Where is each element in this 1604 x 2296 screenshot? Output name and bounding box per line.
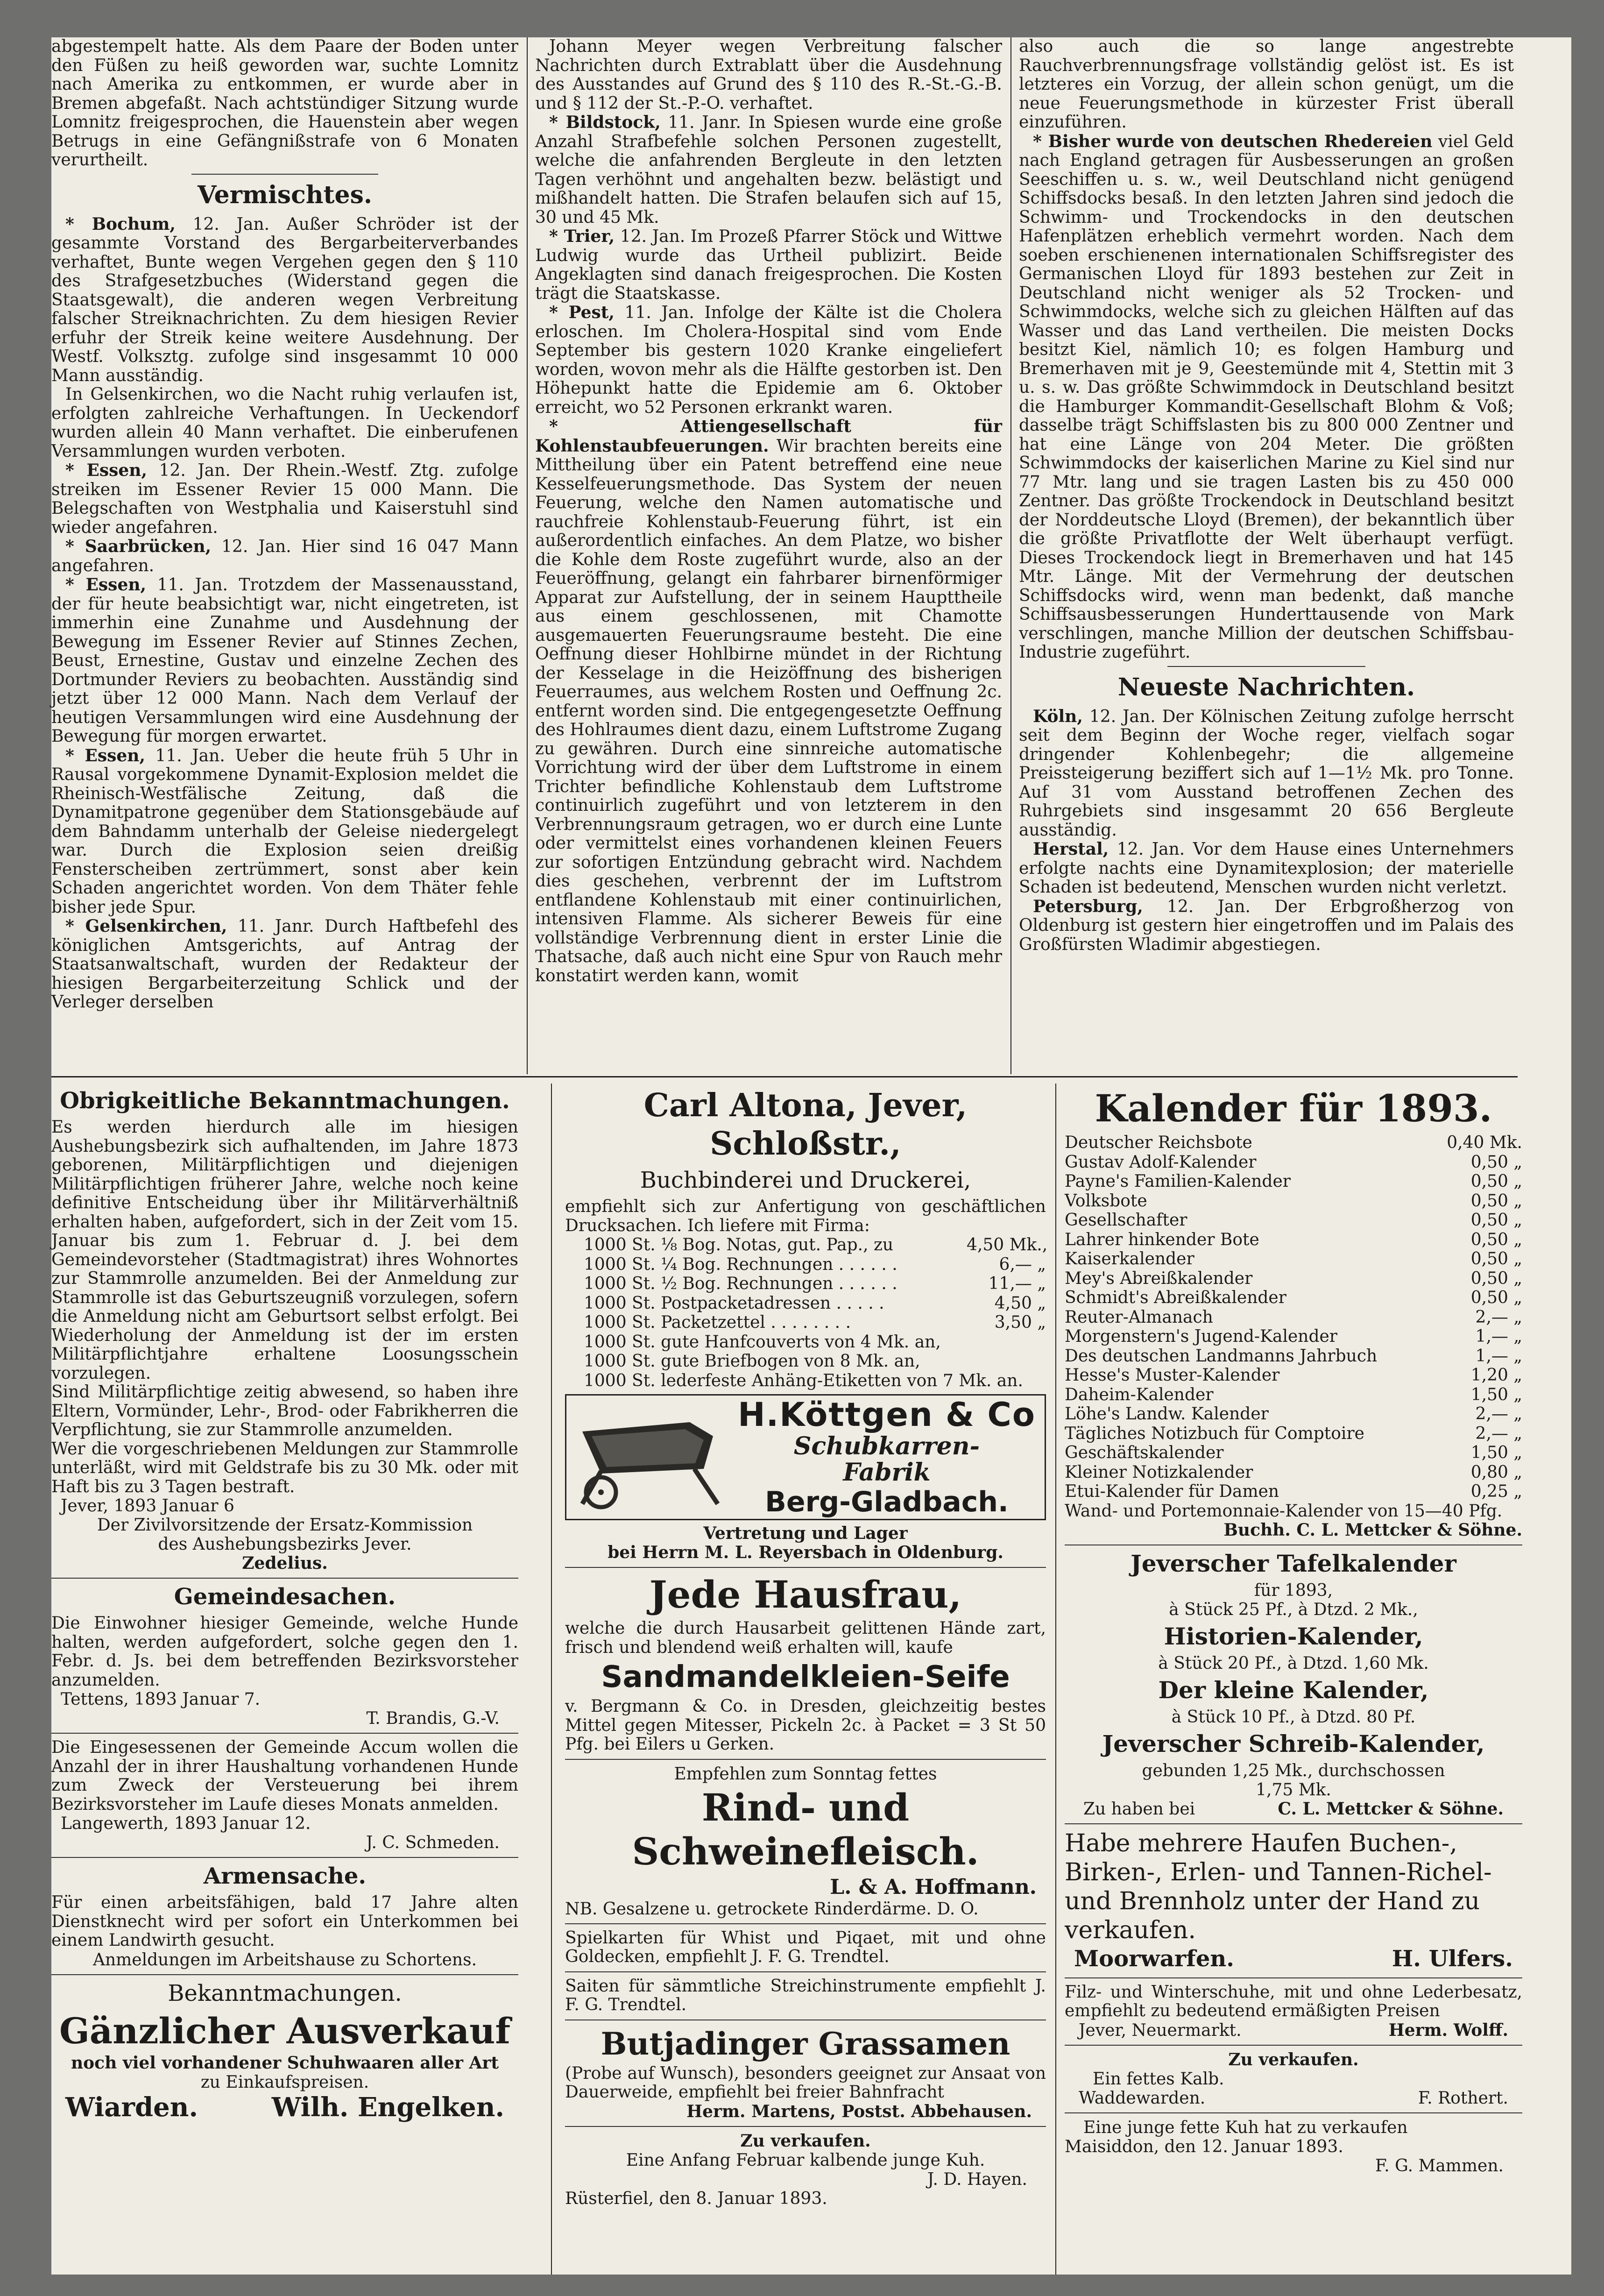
price-row-item: Hesse's Muster-Kalender [1065, 1366, 1280, 1385]
article-dateline: * Attiengesellschaft für Kohlenstaubfeuerungen. [535, 417, 1002, 456]
filz-footer [1065, 2021, 1522, 2040]
price-row-item: 1000 St. Packetzettel . . . . . . . . [584, 1313, 851, 1332]
schreib-title: Jeverscher Schreib-Kalender, [1102, 1729, 1485, 1757]
article-text: 12. Jan. Außer Schröder ist der gesammte Vorstand des Bergarbeiterverbandes verhaftet, Bunte wegen Vergehen gegen den § 110 des Strafgesetzbuches (Widerstand gegen die Staatsgewalt), die anderen wegen Verbreitung falscher Streiknachrichten. Zu dem hiesigen Revier erfuhr der Streik keine weitere Ausdehnung. Der Westf. Volksztg. zufolge sind insgesammt 10 000 Mann ausständig. [51, 214, 518, 385]
verkauf-title: Zu verkaufen. [740, 2131, 871, 2151]
section-heading-vermischtes: Vermischtes. [197, 180, 373, 209]
ad-column-3 [1065, 1084, 1522, 2275]
kalender-headline: Kalender für 1893. [1095, 1086, 1492, 1130]
column-2 [535, 37, 1002, 1065]
price-row [1065, 1308, 1522, 1327]
kuh-date: Maisiddon, den 12. Januar 1893. [1065, 2137, 1343, 2156]
rind-sign: L. & A. Hoffmann. [830, 1875, 1037, 1899]
price-row-item: Geschäftskalender [1065, 1443, 1224, 1462]
column-1-intro: abgestempelt hatte. Als dem Paare der Boden unter den Füßen zu heiß geworden war, suchte Lomnitz nach Amerika zu entkommen, er wurde aber in Bremen abgefaßt. Nach achtstündiger Sitzung wurde Lomnitz freigesprochen, die Hauenstein aber wegen Betrugs in eine Gefängnißstrafe von 6 Monaten verurtheilt. [51, 37, 518, 170]
price-row-value: 4,50 Mk., [967, 1235, 1048, 1254]
historien-title: Historien-Kalender, [1164, 1622, 1423, 1650]
verkauf-sign: J. D. Hayen. [927, 2169, 1027, 2189]
price-row [584, 1352, 1046, 1371]
price-row [584, 1274, 1046, 1294]
divider [51, 1733, 518, 1734]
price-row-value: 0,50 „ [1470, 1268, 1522, 1288]
grassamen-text: (Probe auf Wunsch), besonders geeignet zur Ansaat von Dauerweide, empfiehlt bei freier Bahnfracht [565, 2063, 1046, 2102]
schreib-price-2: 1,75 Mk. [1256, 1780, 1331, 1800]
price-row [1065, 1385, 1522, 1405]
divider [1065, 2112, 1522, 2113]
price-row-item: 1000 St. Postpacketadressen . . . . . [584, 1293, 884, 1313]
divider [565, 2126, 1046, 2127]
filz-name: Herm. Wolff. [1388, 2020, 1508, 2040]
price-row [1065, 1463, 1522, 1482]
ad-column-2 [565, 1084, 1046, 2275]
rind-headline: Rind- und Schweinefleisch. [632, 1785, 979, 1873]
accum-sign: J. C. Schmeden. [366, 1833, 500, 1852]
holz-place: Moorwarfen. [1074, 1945, 1234, 1972]
price-row-item: Tägliches Notizbuch für Comptoire [1065, 1424, 1364, 1443]
divider [51, 1857, 518, 1858]
price-row-item: Morgenstern's Jugend-Kalender [1065, 1327, 1338, 1346]
price-row-item: 1000 St. ⅛ Bog. Notas, gut. Pap., zu [584, 1235, 894, 1254]
article-dateline: * Bisher wurde von deutschen Rhedereien [1033, 131, 1433, 151]
bekannt-title: Bekanntmachungen. [168, 1980, 402, 2006]
price-row [1065, 1191, 1522, 1211]
price-row [1065, 1172, 1522, 1191]
price-row-value: 1,50 „ [1470, 1443, 1522, 1462]
price-row-item: Des deutschen Landmanns Jahrbuch [1065, 1346, 1378, 1366]
notices-date: Jever, 1893 Januar 6 [61, 1496, 234, 1516]
price-row [1065, 1133, 1522, 1153]
ausverkauf-footer [51, 2092, 518, 2123]
wheelbarrow-icon [573, 1403, 727, 1511]
article-item [51, 537, 518, 575]
price-row [1065, 1424, 1522, 1444]
zu-verkaufen-footer [1065, 2089, 1522, 2108]
price-row [584, 1313, 1046, 1332]
tafel-title: Jeverscher Tafelkalender [1131, 1549, 1456, 1577]
price-row-value: 0,50 „ [1470, 1152, 1522, 1172]
price-row-value: 2,— „ [1475, 1404, 1522, 1424]
seife-headline: Sandmandelkleien-Seife [601, 1660, 1010, 1694]
article-item [1019, 707, 1514, 840]
column-1 [51, 37, 518, 1065]
historien-price: à Stück 20 Pf., à Dtzd. 1,60 Mk. [1158, 1653, 1429, 1673]
article-item [535, 113, 1002, 227]
price-row-value: 0,50 „ [1470, 1172, 1522, 1191]
armen-title: Armensache. [203, 1863, 367, 1889]
article-dateline: * Trier, [549, 227, 615, 246]
price-row-item: Kaiserkalender [1065, 1249, 1194, 1268]
holz-name: H. Ulfers. [1392, 1945, 1513, 1972]
kottgen-ad [565, 1394, 1046, 1520]
tafel-price: à Stück 25 Pf., à Dtzd. 2 Mk., [1169, 1600, 1418, 1619]
filz-place: Jever, Neuermarkt. [1079, 2020, 1242, 2040]
article-dateline: * Saarbrücken, [65, 537, 212, 556]
kottgen-vertretung: Vertretung und Lager [703, 1524, 908, 1543]
price-row-value: 6,— „ [999, 1254, 1046, 1274]
article-dateline: Petersburg, [1033, 896, 1143, 916]
seife-text: v. Bergmann & Co. in Dresden, gleichzeitig bestes Mittel gegen Mitesser, Pickeln 2c. à Packet = 3 St 50 Pfg. bei Eilers u Gerken. [565, 1697, 1046, 1754]
ad-column-rule-2 [1055, 1084, 1056, 2275]
divider [565, 1923, 1046, 1924]
tafel-year: für 1893, [1254, 1580, 1333, 1600]
price-row-item: Gustav Adolf-Kalender [1065, 1152, 1257, 1172]
column-rule-2 [1010, 37, 1011, 1074]
price-row-value: 0,80 „ [1470, 1462, 1522, 1482]
price-row-value: 2,— „ [1475, 1424, 1522, 1443]
article-text: 11. Jan. Ueber die heute früh 5 Uhr in Rausal vorgekommene Dynamit-Explosion meldet die Rheinisch-Westfälische Zeitung, daß die Dynamitpatrone gegenüber dem Stationsgebäude auf dem Bahndamm unterhalb der Geleise niedergelegt war. Durch die Explosion seien dreißig Fensterscheiben zertrümmert, sonst aber kein Schaden angerichtet worden. Von dem Thäter fehle bisher jede Spur. [51, 746, 518, 917]
article-dateline: * Bildstock, [549, 113, 661, 132]
column-3 [1019, 37, 1514, 1065]
price-row [584, 1294, 1046, 1313]
kottgen-type-1: Schubkarren- [793, 1432, 980, 1460]
price-row-item: 1000 St. gute Hanfcouverts von 4 Mk. an, [584, 1332, 941, 1352]
price-row-value [1023, 1371, 1046, 1391]
altona-sub: Buchbinderei und Druckerei, [640, 1167, 971, 1193]
price-row [1065, 1153, 1522, 1172]
altona-price-list [565, 1235, 1046, 1390]
article-text: In Gelsenkirchen, wo die Nacht ruhig verlaufen ist, erfolgten zahlreiche Verhaftungen. In Ueckendorf wurden allein 40 Mann verhaftet. Die einberufenen Versammlungen wurden verboten. [51, 385, 518, 461]
section-rule [51, 1076, 1518, 1077]
price-row-value: 0,40 Mk. [1447, 1133, 1522, 1152]
price-row [584, 1235, 1046, 1255]
article-dateline: * Bochum, [65, 214, 176, 234]
altona-firm: Carl Altona, Jever, Schloßstr., [643, 1087, 968, 1162]
price-row [584, 1371, 1046, 1391]
notices-signer-2: des Aushebungsbezirks Jever. [158, 1535, 412, 1554]
price-row [1065, 1366, 1522, 1385]
ad-column-rule-1 [551, 1084, 552, 2275]
article-text: 11. Janr. Durch Haftbefehl des königlichen Amtsgerichts, auf Antrag der Staatsanwaltschaft, wurden der Redakteur der hiesigen Bergarbeiterzeitung Schlick und der Verleger derselben [51, 917, 518, 1012]
altona-text: empfiehlt sich zur Anfertigung von geschäftlichen Drucksachen. Ich liefere mit Firma: [565, 1197, 1046, 1235]
price-row-item: Schmidt's Abreißkalender [1065, 1288, 1286, 1307]
verkauf-date: Rüsterfiel, den 8. Januar 1893. [565, 2189, 827, 2208]
price-row [1065, 1211, 1522, 1230]
price-row [1065, 1288, 1522, 1308]
price-row-value: 4,50 „ [994, 1293, 1046, 1313]
article-item [51, 746, 518, 917]
hausfrau-text: welche die durch Hausarbeit gelittenen Hände zart, frisch und blendend weiß erhalten will, kaufe [565, 1619, 1046, 1657]
grassamen-headline: Butjadinger Grassamen [601, 2025, 1010, 2062]
divider [191, 174, 378, 175]
ausverkauf-headline: Gänzlicher Ausverkauf [59, 2010, 511, 2052]
price-row-value: 1,20 „ [1470, 1366, 1522, 1385]
column-2-items [535, 37, 1002, 985]
article-text: viel Geld nach England getragen für Ausbesserungen an großen Seeschiffen u. s. w., weil Deutschland nicht genügend Schiffsdocks besaß. In den letzten Jahren sind jedoch die Schwimm- und Trockendocks in den deutschen Hafenplätzen erheblich vermehrt worden. Nach dem soeben erschienenen internationalen Schiffsregister des Germanischen Lloyd für 1893 bestehen zur Zeit in Deutschland nicht weniger als 52 Trocken- und Schwimmdocks, welche sich zu gleichen Hälften auf das Wasser und das Land vertheilen. Die meisten Docks besitzt Kiel, nämlich 10; es folgen Hamburg und Bremerhaven mit je 9, Geestemünde mit 4, Stettin mit 3 u. s. w. Das größte Schwimmdock in Deutschland besitzt die Hamburger Kommandit-Gesellschaft Blohm & Voß; dasselbe trägt Schiffslasten bis zu 800 000 Zentner und hat eine Länge von 204 Meter. Die größten Schwimmdocks der kaiserlichen Marine zu Kiel sind nur 77 Mtr. lang und sie tragen Lasten bis zu 450 000 Zentner. Das größte Trockendock in Deutschland besitzt der Norddeutsche Lloyd (Bremen), der bekanntlich über die größte Privatflotte der Welt überhaupt verfügt. Dieses Trockendock liegt in Bremerhaven und hat 145 Mtr. Länge. Mit der Vermehrung der deutschen Schiffsdocks wird, wenn man bedenkt, daß manche Schiffsausbesserungen Hunderttausende von Mark verschlingen, manche Million der deutschen Schiffsbau-Industrie zugeführt. [1019, 132, 1514, 662]
zu-verkaufen-place: Waddewarden. [1079, 2088, 1206, 2108]
article-item [1019, 132, 1514, 662]
ausverkauf-sub-1: noch viel vorhandener Schuhwaaren aller Art [71, 2053, 499, 2073]
kleiner-price: à Stück 10 Pf., à Dtzd. 80 Pf. [1171, 1707, 1416, 1727]
price-row [1065, 1249, 1522, 1269]
price-row-item: Mey's Abreißkalender [1065, 1268, 1253, 1288]
divider [51, 1974, 518, 1975]
column-3-news [1019, 707, 1514, 955]
rind-nb: NB. Gesalzene u. getrockete Rinderdärme. D. O. [565, 1899, 979, 1919]
hausfrau-headline: Jede Hausfrau, [649, 1573, 962, 1616]
gemeinde-sign: T. Brandis, G.-V. [366, 1709, 500, 1728]
price-row-item: Payne's Familien-Kalender [1065, 1172, 1291, 1191]
kottgen-lager: bei Herrn M. L. Reyersbach in Oldenburg. [608, 1543, 1003, 1562]
zu-verkaufen-title: Zu verkaufen. [1228, 2049, 1359, 2069]
price-row [1065, 1482, 1522, 1502]
spielkarten-text: Spielkarten für Whist und Piqaet, mit und ohne Goldecken, empfiehlt J. F. G. Trendtel. [565, 1928, 1046, 1966]
haben-line [1065, 1800, 1522, 1819]
article-dateline: * Essen, [65, 745, 145, 765]
price-row [1065, 1404, 1522, 1424]
armen-sign: Anmeldungen im Arbeitshause zu Schortens. [92, 1950, 477, 1970]
price-row [1065, 1443, 1522, 1463]
column-3-items [1019, 132, 1514, 662]
saiten-text: Saiten für sämmtliche Streichinstrumente empfiehlt J. F. G. Trendtel. [565, 1976, 1046, 2014]
price-row-value: 0,50 „ [1470, 1288, 1522, 1307]
armen-body: Für einen arbeitsfähigen, bald 17 Jahre alten Dienstknecht wird per sofort ein Unterkommen bei einem Landwirth gesucht. [51, 1893, 518, 1950]
article-dateline: Herstal, [1033, 839, 1109, 859]
article-item [535, 37, 1002, 113]
price-row [1065, 1269, 1522, 1289]
price-row-item: 1000 St. ½ Bog. Rechnungen . . . . . . [584, 1274, 897, 1293]
article-text: 12. Jan. Im Prozeß Pfarrer Stöck und Wittwe Ludwig wurde das Urtheil publizirt. Beide Angeklagten sind danach freigesprochen. Die Kosten trägt die Staatskasse. [535, 227, 1002, 303]
article-text: 12. Jan. Vor dem Hause eines Unternehmers erfolgte nachts eine Dynamitexplosion; der materielle Schaden ist bedeutend, Menschen wurden nicht verletzt. [1019, 840, 1514, 897]
article-text: 12. Jan. Der Kölnischen Zeitung zufolge herrscht seit dem Beginn der Woche reger, vielfach sogar dringender Kohlenbegehr; die allgemeine Preissteigerung beziffert sich auf 1—1½ Mk. pro Tonne. Auf 31 vom Ausstand betroffenen Zechen des Ruhrgebiets sind insgesammt 20 656 Bergleute ausständig. [1019, 707, 1514, 840]
gemeinde-body: Die Einwohner hiesiger Gemeinde, welche Hunde halten, werden aufgefordert, solche gegen den 1. Febr. d. Js. bei dem betreffenden Bezirksvorsteher anzumelden. [51, 1614, 518, 1690]
kottgen-type-2: Fabrik [843, 1458, 931, 1487]
article-text: 12. Jan. Der Erbgroßherzog von Oldenburg ist gestern hier eingetroffen und im Palais des Großfürsten Wladimir abgestiegen. [1019, 897, 1514, 954]
kleiner-title: Der kleine Kalender, [1158, 1676, 1429, 1704]
haben-label: Zu haben bei [1083, 1799, 1195, 1819]
divider [565, 1759, 1046, 1760]
price-row-value: 0,50 „ [1470, 1211, 1522, 1230]
divider [1065, 1977, 1522, 1978]
kuh-name: F. G. Mammen. [1375, 2156, 1504, 2176]
schreib-price-1: gebunden 1,25 Mk., durchschossen [1142, 1761, 1445, 1780]
article-item [51, 385, 518, 461]
price-row-item: Gesellschafter [1065, 1211, 1187, 1230]
article-text: Johann Meyer wegen Verbreitung falscher Nachrichten durch Extrablatt über die Ausdehnung des Ausstandes auf Grund des § 110 des R.-St.-G.-B. und § 112 der St.-P.-O. verhaftet. [535, 37, 1002, 113]
divider [1167, 666, 1365, 667]
price-row-value: 1,50 „ [1470, 1385, 1522, 1404]
price-row-item: Daheim-Kalender [1065, 1385, 1214, 1404]
verkauf-text: Eine Anfang Februar kalbende junge Kuh. [626, 2150, 985, 2170]
column-3-intro: also auch die so lange angestrebte Rauchverbrennungsfrage vollständig gelöst ist. Es ist letzteres ein Vorzug, der allein schon genügt, um die neue Feuerungsmethode in kürzester Frist überall einzuführen. [1019, 37, 1514, 132]
article-item [535, 227, 1002, 303]
gemeinde-date: Tettens, 1893 Januar 7. [61, 1690, 261, 1709]
article-item [1019, 897, 1514, 955]
article-dateline: * Essen, [65, 575, 147, 595]
zu-verkaufen-text: Ein fettes Kalb. [1093, 2069, 1224, 2089]
ausverkauf-sub-2: zu Einkaufspreisen. [200, 2072, 369, 2092]
kottgen-text [735, 1396, 1038, 1518]
article-item [535, 303, 1002, 417]
price-row-value: 3,50 „ [994, 1313, 1046, 1332]
price-row-value: 2,— „ [1475, 1307, 1522, 1327]
kottgen-name: H.Köttgen & Co [738, 1396, 1036, 1434]
accum-body: Die Eingesessenen der Gemeinde Accum wollen die Anzahl der in ihrer Haushaltung vorhandenen Hunde zum Zweck der Versteuerung bei ihrem Bezirksvorsteher im Laufe dieses Monats anmelden. [51, 1738, 518, 1814]
ausverkauf-name: Wilh. Engelken. [271, 2091, 504, 2123]
notices-body-2: Sind Militärpflichtige zeitig abwesend, so haben ihre Eltern, Vormünder, Lehr-, Brod- oder Fabrikherren die Verpflichtung, sie zur Stammrolle anzumelden. [51, 1382, 518, 1439]
price-row-item: Löhe's Landw. Kalender [1065, 1404, 1269, 1424]
article-text: Wir brachten bereits eine Mittheilung über ein Patent betreffend eine neue Kesselfeuerungsmethode. Das System der neuen Feuerung, welche den Namen automatische und rauchfreie Kohlenstaub-Feuerung führt, ist ein außerordentlich einfaches. An dem Platze, wo bisher die Kohle dem Roste zugeführt wurde, also an der Feueröffnung, gelangt ein fahrbarer birnenförmiger Apparat zur Aufstellung, der in seinem Haupttheile aus einem geschlossenen, mit Chamotte ausgemauerten Feuerungsraume besteht. Die eine Oeffnung dieser Hohlbirne mündet in der Richtung der Kesselage in die Heizöffnung des bisherigen Feuerraumes, aus welchem Rosten und Oeffnung 2c. entfernt worden sind. Die entgegengesetzte Oeffnung des Hohlraumes dient dazu, einem Luftstrome Zugang zu gewähren. Durch eine sinnreiche automatische Vorrichtung wird der über dem Luftstrome in einem Trichter befindliche Kohlenstaub dem Luftstrome continuirlich zugeführt und von letzterem in den Verbrennungsraum getragen, wo er durch eine Lunte oder vermittelst eines vorhandenen kleinen Feuers zur sofortigen Entzündung gebracht wird. Nachdem dies geschehen, verbrennt der im Luftstrom entflandene Kohlenstaub mit einer continuirlichen, intensiven Flamme. Als sicherer Beweis für eine vollständige Verbrennung dient in erster Linie die Thatsache, daß auch nicht eine Spur von Rauch mehr konstatirt werden kann, womit [535, 436, 1002, 985]
notices-signer-3: Zedelius. [242, 1553, 328, 1573]
column-1-items [51, 215, 518, 1012]
holz-footer [1065, 1945, 1522, 1973]
kalender-sign: Buchh. C. L. Mettcker & Söhne. [1223, 1520, 1522, 1540]
price-row-item: Deutscher Reichsbote [1065, 1133, 1252, 1152]
price-row-value: 1,— „ [1475, 1346, 1522, 1366]
accum-date: Langewerth, 1893 Januar 12. [61, 1814, 311, 1833]
article-item [51, 575, 518, 746]
divider [1065, 2045, 1522, 2046]
article-dateline: Köln, [1033, 706, 1083, 726]
article-text: 11. Jan. Trotzdem der Massenausstand, der für heute beabsichtigt war, nicht eingetreten, ist immerhin eine Zunahme und Ausdehnung der Bewegung im Essener Revier auf Stinnes Zechen, Beust, Ernestine, Gustav und einzelne Zechen des Dortmunder Reviers zu beobachten. Ausständig sind jetzt über 12 000 Mann. Nach dem Verlauf der heutigen Versammlungen wird eine Ausdehnung der Bewegung für morgen erwartet. [51, 575, 518, 746]
price-row-item: Kleiner Notizkalender [1065, 1462, 1253, 1482]
article-item [51, 215, 518, 386]
kalender-last: Wand- und Portemonnaie-Kalender von 15—40 Pfg. [1065, 1501, 1503, 1521]
price-row-item: Etui-Kalender für Damen [1065, 1482, 1279, 1501]
notices-body-3: Wer die vorgeschriebenen Meldungen zur Stammrolle unterläßt, wird mit Geldstrafe bis zu 30 Mk. oder mit Haft bis zu 3 Tagen bestraft. [51, 1439, 518, 1496]
price-row [1065, 1230, 1522, 1250]
price-row-value: 0,50 „ [1470, 1191, 1522, 1211]
price-row-value: 1,— „ [1475, 1327, 1522, 1346]
price-row [584, 1332, 1046, 1352]
article-text: 11. Janr. In Spiesen wurde eine große Anzahl Strafbefehle solchen Personen zugestellt, welche die anfahrenden Bergleute in den letzten Tagen verhöhnt und angehalten bezw. belästigt und mißhandelt hatten. Die Strafen belaufen sich auf 15, 30 und 45 Mk. [535, 113, 1002, 227]
article-item [51, 917, 518, 1012]
column-rule-1 [527, 37, 528, 1074]
article-item [1019, 840, 1514, 897]
article-item [51, 461, 518, 537]
divider [1065, 1823, 1522, 1824]
price-row-item: Reuter-Almanach [1065, 1307, 1213, 1327]
haben-firm: C. L. Mettcker & Söhne. [1278, 1799, 1504, 1819]
section-heading-neueste: Neueste Nachrichten. [1117, 673, 1415, 702]
notices-signer-1: Der Zivilvorsitzende der Ersatz-Kommission [97, 1516, 473, 1535]
gemeinde-title: Gemeindesachen. [174, 1584, 396, 1610]
divider [565, 1567, 1046, 1568]
article-text: 11. Jan. Infolge der Kälte ist die Cholera erloschen. Im Cholera-Hospital sind vom Ende September bis gestern 1020 Kranke eingeliefert worden, wovon mehr als die Hälfte gestorben ist. Den Höhepunkt hatte die Epidemie am 6. Oktober erreicht, wo 52 Personen erkrankt waren. [535, 303, 1002, 417]
price-row-value [967, 1332, 1046, 1352]
price-row [1065, 1327, 1522, 1346]
price-row-item: Lahrer hinkender Bote [1065, 1230, 1259, 1249]
price-row-value: 0,50 „ [1470, 1249, 1522, 1268]
price-row-item: Volksbote [1065, 1191, 1147, 1211]
price-row [1065, 1346, 1522, 1366]
kalender-list [1065, 1133, 1522, 1502]
article-dateline: * Gelsenkirchen, [65, 916, 227, 936]
kuh-text: Eine junge fette Kuh hat zu verkaufen [1083, 2118, 1408, 2137]
price-row-value: 11,— „ [988, 1274, 1046, 1293]
price-row-item: 1000 St. lederfeste Anhäng-Etiketten von 7 Mk. an. [584, 1371, 1023, 1390]
ad-column-1 [51, 1084, 518, 2275]
price-row-value [967, 1352, 1046, 1371]
article-item [535, 417, 1002, 985]
divider [565, 1971, 1046, 1972]
holz-text: Habe mehrere Haufen Buchen-, Birken-, Erlen- und Tannen-Richel- und Brennholz unter der Hand zu verkaufen. [1065, 1829, 1492, 1944]
price-row-value: 0,25 „ [1470, 1482, 1522, 1501]
kottgen-city: Berg-Gladbach. [765, 1486, 1009, 1518]
grassamen-sign: Herm. Martens, Postst. Abbehausen. [686, 2101, 1032, 2121]
price-row-item: 1000 St. gute Briefbogen von 8 Mk. an, [584, 1352, 920, 1371]
newspaper-page [51, 37, 1571, 2275]
article-dateline: * Essen, [65, 461, 148, 480]
article-text: 12. Jan. Hier sind 16 047 Mann angefahren. [51, 537, 518, 575]
price-row-value: 0,50 „ [1470, 1230, 1522, 1249]
divider [51, 1578, 518, 1579]
article-dateline: * Pest, [549, 303, 615, 322]
filz-text: Filz- und Winterschuhe, mit und ohne Lederbesatz, empfiehlt zu bedeutend ermäßigten Preisen [1065, 1982, 1522, 2020]
article-text: 12. Jan. Der Rhein.-Westf. Ztg. zufolge streiken im Essener Revier 15 000 Mann. Die Belegschaften von Westphalia und Kaiserstuhl sind wieder angefahren. [51, 461, 518, 537]
notices-body: Es werden hierdurch alle im hiesigen Aushebungsbezirk sich aufhaltenden, im Jahre 1873 geborenen, Militärpflichtigen und diejenigen Militärpflichtigen früherer Jahre, welche noch keine definitive Entscheidung über ihr Militärverhältniß erhalten haben, aufgefordert, sich in der Zeit vom 15. Januar bis zum 1. Februar d. J. bei dem Gemeindevorsteher (Stadtmagistrat) ihres Wohnortes zur Stammrolle anzumelden. Bei der Anmeldung zur Stammrolle ist das Geburtszeugniß vorzulegen, sofern die Anmeldung nicht am Geburtsort selbst erfolgt. Bei Wiederholung der Anmeldung ist der im ersten Militärpflichtjahre erhaltene Loosungsschein vorzulegen. [51, 1118, 518, 1383]
rind-pre: Empfehlen zum Sonntag fettes [674, 1764, 937, 1784]
price-row [584, 1255, 1046, 1275]
price-row-item: 1000 St. ¼ Bog. Rechnungen . . . . . . [584, 1254, 897, 1274]
ausverkauf-place: Wiarden. [65, 2091, 198, 2123]
zu-verkaufen-name: F. Rothert. [1418, 2088, 1508, 2108]
notices-title: Obrigkeitliche Bekanntmachungen. [60, 1088, 510, 1114]
